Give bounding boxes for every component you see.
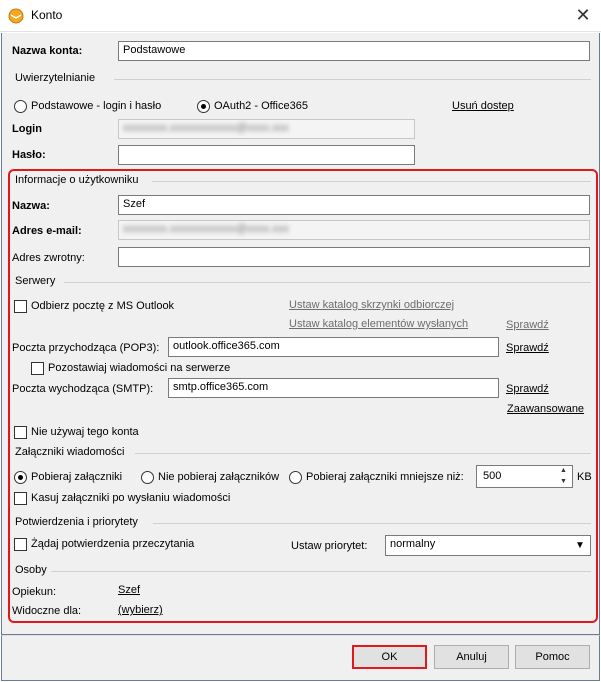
disable-account-label: Nie używaj tego konta [31, 426, 139, 438]
priority-value: normalny [390, 538, 436, 550]
password-label: Hasło: [12, 149, 46, 161]
outlook-check-link[interactable]: Sprawdź [506, 319, 549, 331]
auth-basic-label: Podstawowe - login i hasło [31, 100, 162, 112]
servers-divider [64, 282, 591, 283]
spin-down-icon[interactable]: ▼ [555, 477, 572, 487]
auth-section-title: Uwierzytelnianie [15, 72, 96, 84]
delete-attachments-checkbox[interactable] [14, 492, 27, 505]
outgoing-label: Poczta wychodząca (SMTP): [12, 383, 154, 395]
user-name-label: Nazwa: [12, 200, 50, 212]
chevron-down-icon: ▼ [575, 540, 585, 551]
remove-access-link[interactable]: Usuń dostep [452, 100, 514, 112]
incoming-label: Poczta przychodząca (POP3): [12, 342, 160, 354]
servers-section-title: Serwery [15, 275, 56, 287]
auth-divider [114, 79, 591, 80]
set-sent-folder-link[interactable]: Ustaw katalog elementów wysłanych [289, 318, 469, 330]
fetch-smaller-label: Pobieraj załączniki mniejsze niż: [306, 471, 464, 483]
login-value: xxxxxxxx.xxxxxxxxxxxx@xxxx.xxx [123, 122, 289, 134]
leave-on-server-checkbox[interactable] [31, 362, 44, 375]
email-value: xxxxxxxx.xxxxxxxxxxxx@xxxx.xxx [123, 223, 289, 235]
app-icon [8, 8, 24, 24]
dialog-content [1, 33, 600, 635]
account-name-label: Nazwa konta: [12, 45, 83, 57]
fetch-attachments-label: Pobieraj załączniki [31, 471, 123, 483]
login-input[interactable] [118, 119, 415, 139]
set-inbox-folder-link[interactable]: Ustaw katalog skrzynki odbiorczej [289, 299, 455, 311]
user-info-divider [152, 181, 591, 182]
auth-oauth-label: OAuth2 - Office365 [214, 100, 308, 112]
no-fetch-attachments-radio[interactable] [141, 471, 154, 484]
email-input[interactable] [118, 220, 590, 240]
auth-basic-radio[interactable] [14, 100, 27, 113]
login-label: Login [12, 123, 42, 135]
visible-for-link[interactable]: (wybierz) [118, 604, 163, 616]
leave-on-server-label: Pozostawiaj wiadomości na serwerze [48, 362, 231, 374]
close-icon[interactable]: ✕ [575, 5, 591, 25]
user-name-input[interactable]: Szef [118, 195, 590, 215]
outlook-checkbox[interactable] [14, 300, 27, 313]
outgoing-server-input[interactable]: smtp.office365.com [168, 378, 499, 398]
confirmations-section-title: Potwierdzenia i priorytety [15, 516, 138, 528]
cancel-button[interactable]: Anuluj [434, 645, 509, 669]
size-unit-label: KB [577, 471, 592, 483]
read-receipt-checkbox[interactable] [14, 538, 27, 551]
guardian-link[interactable]: Szef [118, 584, 141, 596]
fetch-attachments-radio[interactable] [14, 471, 27, 484]
outgoing-check-link[interactable]: Sprawdź [506, 383, 549, 395]
confirmations-divider [153, 523, 591, 524]
people-divider [51, 571, 591, 572]
delete-attachments-label: Kasuj załączniki po wysłaniu wiadomości [31, 492, 231, 504]
password-input[interactable] [118, 145, 415, 165]
priority-label: Ustaw priorytet: [291, 540, 368, 552]
help-button[interactable]: Pomoc [515, 645, 590, 669]
incoming-check-link[interactable]: Sprawdź [506, 342, 549, 354]
email-label: Adres e-mail: [12, 225, 82, 237]
fetch-smaller-radio[interactable] [289, 471, 302, 484]
incoming-server-input[interactable]: outlook.office365.com [168, 337, 499, 357]
reply-address-label: Adres zwrotny: [12, 252, 85, 264]
size-limit-value: 500 [483, 470, 502, 482]
account-name-input[interactable]: Podstawowe [118, 41, 590, 61]
auth-oauth-radio[interactable] [197, 100, 210, 113]
read-receipt-label: Żądaj potwierdzenia przeczytania [31, 538, 195, 550]
spin-up-icon[interactable]: ▲ [555, 466, 572, 476]
visible-for-label: Widoczne dla: [12, 605, 82, 617]
advanced-link[interactable]: Zaawansowane [507, 403, 585, 415]
size-limit-spinner[interactable] [476, 465, 573, 488]
dialog-footer [1, 635, 600, 681]
attachments-section-title: Załączniki wiadomości [15, 446, 125, 458]
attachments-divider [135, 453, 591, 454]
guardian-label: Opiekun: [12, 586, 57, 598]
ok-button[interactable]: OK [352, 645, 427, 669]
reply-address-input[interactable] [118, 247, 590, 267]
disable-account-checkbox[interactable] [14, 426, 27, 439]
outlook-label: Odbierz pocztę z MS Outlook [31, 300, 175, 312]
no-fetch-attachments-label: Nie pobieraj załączników [158, 471, 280, 483]
title-bar [0, 0, 601, 32]
people-section-title: Osoby [15, 564, 47, 576]
window-title: Konto [31, 8, 63, 22]
user-info-section-title: Informacje o użytkowniku [15, 174, 139, 186]
priority-select[interactable] [385, 535, 591, 556]
